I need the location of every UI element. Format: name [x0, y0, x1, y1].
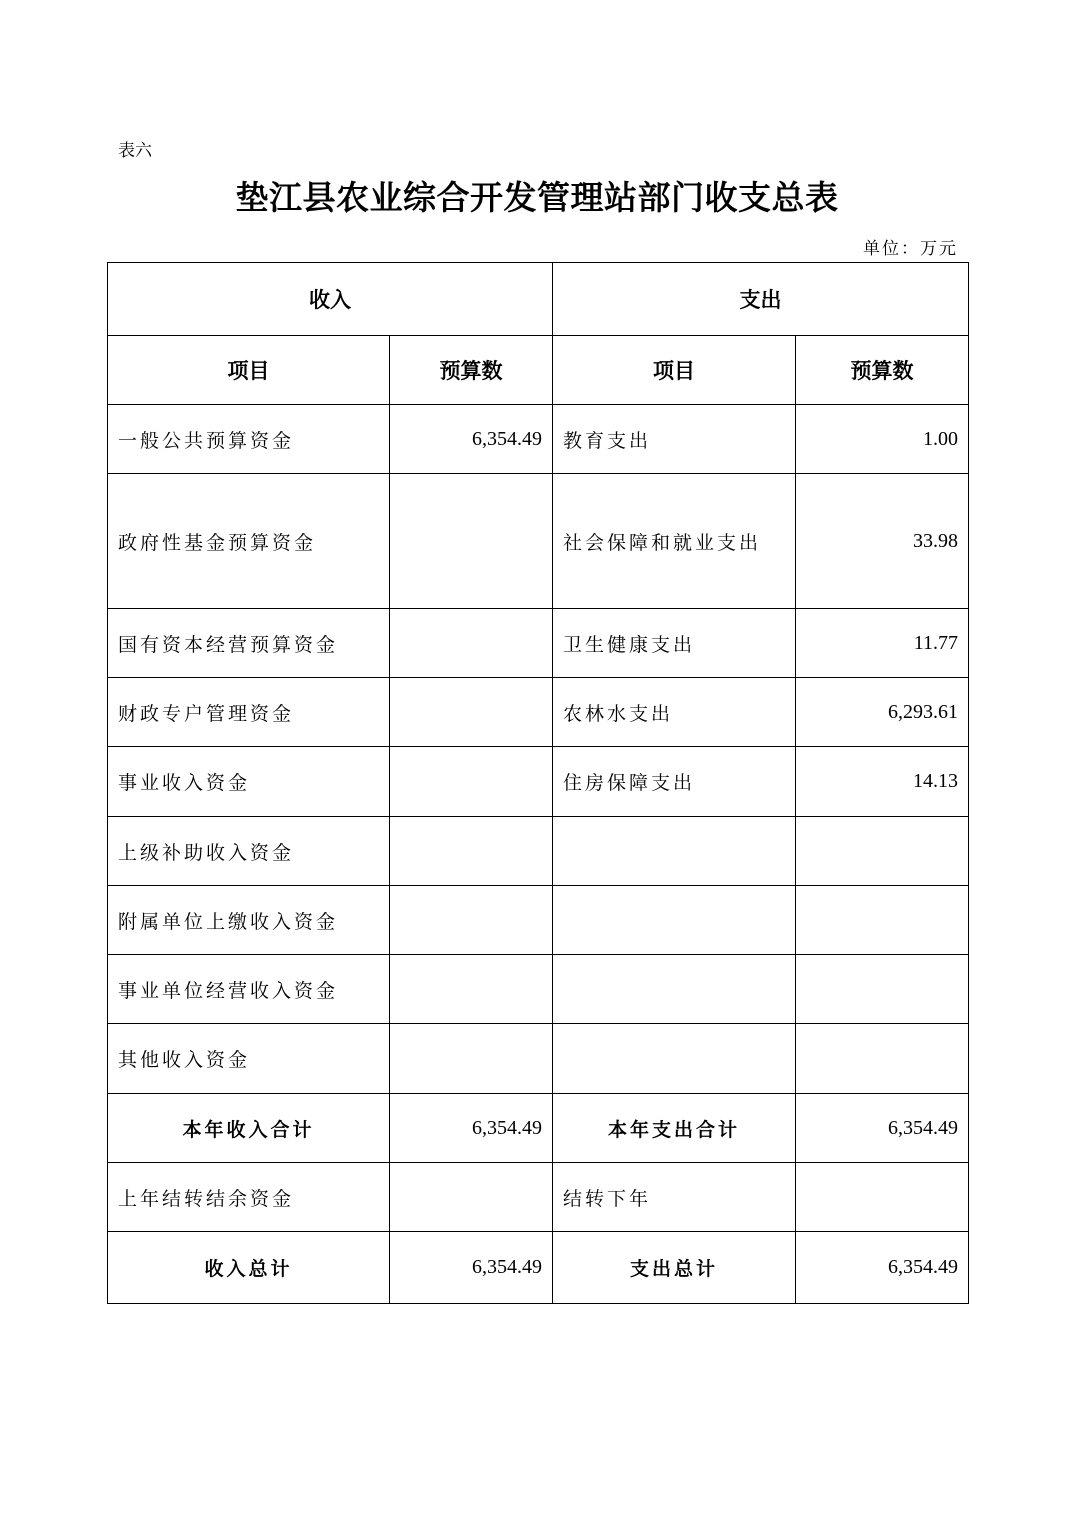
income-item-cell: 上级补助收入资金 — [108, 817, 390, 886]
expense-value-cell — [796, 886, 969, 955]
income-grand-total-label: 收入总计 — [108, 1232, 390, 1304]
income-expense-summary-table — [107, 262, 969, 1304]
year-total-row — [108, 1094, 969, 1163]
grand-total-row — [108, 1232, 969, 1304]
unit-label: 单位：万元 — [863, 239, 958, 259]
expense-item-cell — [553, 1024, 796, 1094]
income-item-cell: 其他收入资金 — [108, 1024, 390, 1094]
expense-item-cell — [553, 886, 796, 955]
expense-value-cell: 1.00 — [796, 405, 969, 474]
table-row — [108, 955, 969, 1024]
expense-grand-total-label: 支出总计 — [553, 1232, 796, 1304]
income-item-cell: 事业收入资金 — [108, 747, 390, 817]
table-row — [108, 817, 969, 886]
income-budget-column-header: 预算数 — [390, 336, 553, 405]
table-row — [108, 405, 969, 474]
expense-item-cell: 教育支出 — [553, 405, 796, 474]
expense-item-column-header: 项目 — [553, 336, 796, 405]
income-value-cell — [390, 955, 553, 1024]
expense-value-cell — [796, 955, 969, 1024]
expense-item-cell: 农林水支出 — [553, 678, 796, 747]
column-header-row — [108, 336, 969, 405]
income-value-cell — [390, 474, 553, 609]
income-section-header: 收入 — [108, 263, 553, 336]
income-carryover-value — [390, 1163, 553, 1232]
income-value-cell: 6,354.49 — [390, 405, 553, 474]
expense-value-cell: 14.13 — [796, 747, 969, 817]
income-value-cell — [390, 747, 553, 817]
expense-carryover-label: 结转下年 — [553, 1163, 796, 1232]
table-row — [108, 886, 969, 955]
carryover-row — [108, 1163, 969, 1232]
income-year-total-label: 本年收入合计 — [108, 1094, 390, 1163]
table-number-label: 表六 — [118, 141, 152, 161]
income-value-cell — [390, 817, 553, 886]
table-row — [108, 609, 969, 678]
expense-carryover-value — [796, 1163, 969, 1232]
page-title: 垫江县农业综合开发管理站部门收支总表 — [235, 178, 839, 217]
expense-budget-column-header: 预算数 — [796, 336, 969, 405]
income-item-cell: 财政专户管理资金 — [108, 678, 390, 747]
expense-value-cell: 33.98 — [796, 474, 969, 609]
expense-item-cell: 社会保障和就业支出 — [553, 474, 796, 609]
income-item-cell: 政府性基金预算资金 — [108, 474, 390, 609]
expense-value-cell: 6,293.61 — [796, 678, 969, 747]
table-row — [108, 678, 969, 747]
income-item-cell: 附属单位上缴收入资金 — [108, 886, 390, 955]
section-header-row — [108, 263, 969, 336]
table-row — [108, 1024, 969, 1094]
table-row — [108, 747, 969, 817]
expense-section-header: 支出 — [553, 263, 969, 336]
expense-year-total-value: 6,354.49 — [796, 1094, 969, 1163]
income-year-total-value: 6,354.49 — [390, 1094, 553, 1163]
expense-item-cell — [553, 955, 796, 1024]
table-row — [108, 474, 969, 609]
expense-item-cell — [553, 817, 796, 886]
income-item-column-header: 项目 — [108, 336, 390, 405]
expense-year-total-label: 本年支出合计 — [553, 1094, 796, 1163]
income-item-cell: 一般公共预算资金 — [108, 405, 390, 474]
income-carryover-label: 上年结转结余资金 — [108, 1163, 390, 1232]
income-value-cell — [390, 886, 553, 955]
income-item-cell: 事业单位经营收入资金 — [108, 955, 390, 1024]
income-grand-total-value: 6,354.49 — [390, 1232, 553, 1304]
expense-value-cell: 11.77 — [796, 609, 969, 678]
income-value-cell — [390, 678, 553, 747]
income-value-cell — [390, 1024, 553, 1094]
expense-item-cell: 卫生健康支出 — [553, 609, 796, 678]
expense-grand-total-value: 6,354.49 — [796, 1232, 969, 1304]
expense-item-cell: 住房保障支出 — [553, 747, 796, 817]
expense-value-cell — [796, 817, 969, 886]
income-item-cell: 国有资本经营预算资金 — [108, 609, 390, 678]
expense-value-cell — [796, 1024, 969, 1094]
income-value-cell — [390, 609, 553, 678]
